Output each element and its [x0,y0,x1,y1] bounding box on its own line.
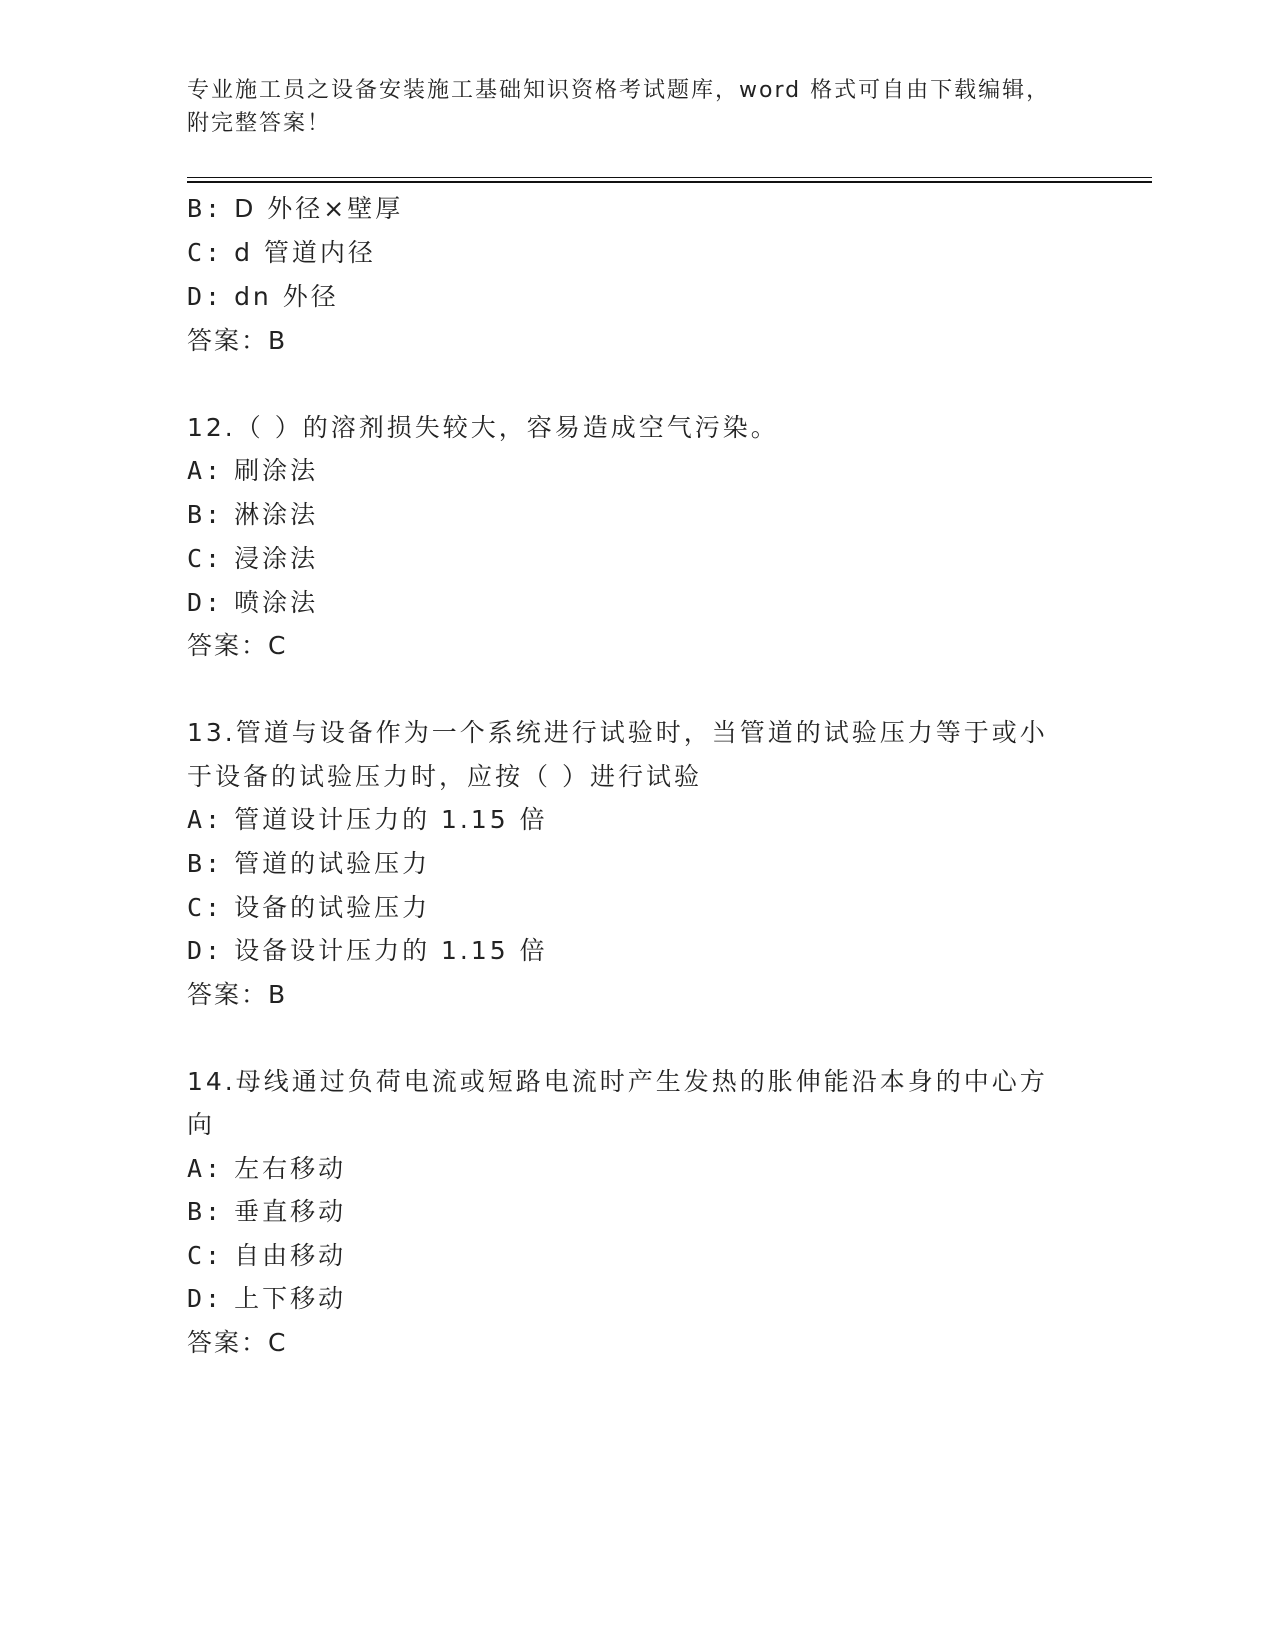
option-text: d 管道内径 [234,238,376,267]
option-label: B: [187,500,224,529]
question-12-option-b [187,499,318,531]
option-label: A: [187,1154,224,1183]
option-text: dn 外径 [234,282,339,311]
option-label: C: [187,1241,224,1270]
option-label: D: [187,588,224,617]
header-divider-thick [187,181,1152,183]
question-12-option-d [187,587,318,619]
question-14-option-d [187,1283,346,1315]
question-12-answer: 答案：C [187,631,288,660]
question-13-stem-line-1: 13.管道与设备作为一个系统进行试验时，当管道的试验压力等于或小 [187,718,1048,747]
option-text: 管道设计压力的 1.15 倍 [234,805,548,834]
question-13-option-a [187,804,548,836]
option-b [187,193,403,225]
option-text: 上下移动 [234,1284,347,1313]
header-divider-thin [187,177,1152,178]
option-label: D: [187,1284,224,1313]
option-text: 左右移动 [234,1154,347,1183]
question-14-option-c [187,1240,346,1272]
option-text: 喷涂法 [234,588,319,617]
question-13-answer: 答案：B [187,980,288,1009]
option-text: 浸涂法 [234,544,319,573]
question-14-option-a [187,1153,346,1185]
question-13-option-c [187,892,430,924]
answer-line: 答案：B [187,326,288,355]
option-text: 刷涂法 [234,456,319,485]
option-text: 垂直移动 [234,1197,347,1226]
question-14-stem-line-2: 向 [187,1110,216,1139]
question-13-option-d [187,935,548,967]
question-12-stem: 12.（ ）的溶剂损失较大，容易造成空气污染。 [187,413,779,442]
option-label: D: [187,936,224,965]
question-14-answer: 答案：C [187,1328,288,1357]
option-text: 设备的试验压力 [234,893,431,922]
option-text: 设备设计压力的 1.15 倍 [234,936,548,965]
option-d [187,281,339,313]
header-line-2: 附完整答案！ [187,111,332,136]
question-13-stem-line-2: 于设备的试验压力时，应按（ ）进行试验 [187,762,702,791]
option-label: A: [187,456,224,485]
option-text: 管道的试验压力 [234,849,431,878]
option-text: 淋涂法 [234,500,319,529]
question-13-option-b [187,848,430,880]
option-label: B: [187,1197,224,1226]
option-label: C: [187,544,224,573]
document-header [187,74,1087,140]
option-label: B: [187,194,224,223]
option-label: B: [187,849,224,878]
option-label: C: [187,893,224,922]
question-12-option-a [187,455,318,487]
question-14-stem-line-1: 14.母线通过负荷电流或短路电流时产生发热的胀伸能沿本身的中心方 [187,1067,1048,1096]
option-label: A: [187,805,224,834]
question-12-option-c [187,543,318,575]
option-label: D: [187,282,224,311]
option-c [187,237,376,269]
option-label: C: [187,238,224,267]
header-line-1: 专业施工员之设备安装施工基础知识资格考试题库，word 格式可自由下载编辑， [187,78,1051,103]
option-text: 自由移动 [234,1241,347,1270]
option-text: D 外径×壁厚 [234,194,404,223]
question-14-option-b [187,1196,346,1228]
